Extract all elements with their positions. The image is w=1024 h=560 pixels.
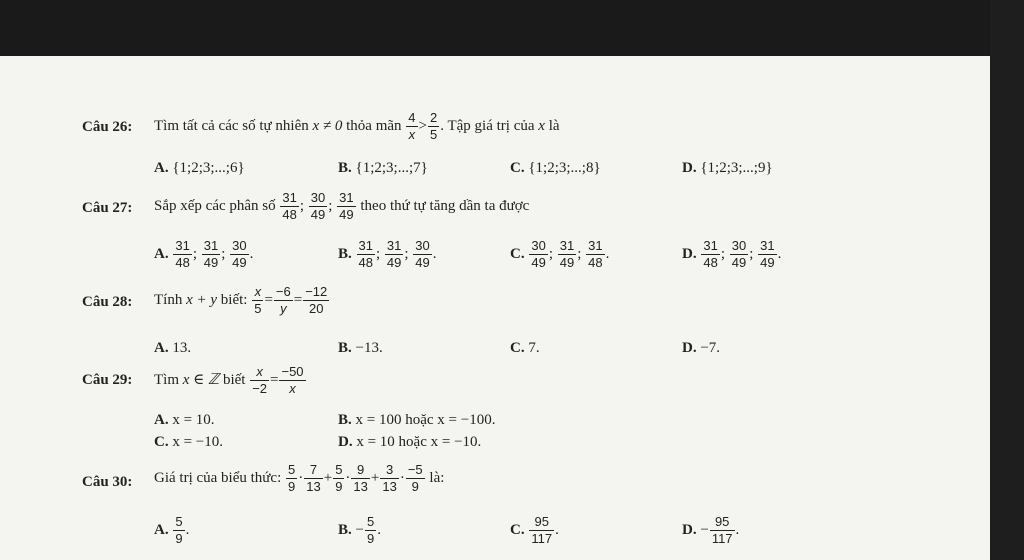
q27-option-b[interactable]: B. $\frac{31}{48}$ ; $\frac{31}{49}$ ; $\frac{30}{49}$ . — [338, 238, 437, 270]
right-dark-edge — [990, 0, 1024, 560]
q26-fraction-2: $\frac{2}{5}$ — [430, 110, 438, 142]
question-28-stem: Tính x + y biết: $\frac{x}{5}$ = $\frac{-6}{y}$ = $\frac{-12}{20}$ — [154, 284, 328, 316]
question-29-label: Câu 29: — [82, 372, 133, 388]
q29-option-d[interactable]: D. x = 10 hoặc x = −10. — [338, 434, 482, 450]
q30-option-c[interactable]: C. $\frac{95}{117}$ . — [510, 514, 559, 546]
question-26-stem — [154, 110, 560, 143]
q27-option-d[interactable]: D. $\frac{31}{48}$ ; $\frac{30}{49}$ ; $\frac{31}{49}$ . — [682, 238, 782, 270]
q28-option-a[interactable]: A. 13. — [154, 340, 192, 356]
q29-option-c[interactable]: C. x = −10. — [154, 434, 224, 450]
q28-option-b[interactable]: B. −13. — [338, 340, 383, 356]
q26-text-d: là — [548, 117, 560, 134]
q26-option-b[interactable]: B. {1;2;3;...;7} — [338, 160, 428, 176]
q28-option-d[interactable]: D. −7. — [682, 340, 721, 356]
q26-option-c[interactable]: C. {1;2;3;...;8} — [510, 160, 601, 176]
question-30-stem: Giá trị của biểu thức: $\frac{5}{9}$ · $\frac{7}{13}$ + $\frac{5}{9}$ · $\frac{9}{13}$ + $\frac{3}{13}$ · $\frac{-5}{9}$ là: — [154, 462, 445, 494]
q26-option-a[interactable]: A. {1;2;3;...;6} — [154, 160, 245, 176]
q29-option-b[interactable]: B. x = 100 hoặc x = −100. — [338, 412, 496, 428]
q26-option-d[interactable]: D. {1;2;3;...;9} — [682, 160, 773, 176]
question-28-label: Câu 28: — [82, 294, 133, 310]
question-26-label: Câu 26: — [82, 119, 133, 135]
q26-text-b: thỏa mãn — [346, 117, 402, 134]
q26-gt: > — [418, 117, 427, 134]
document-page — [0, 56, 990, 560]
question-27-label: Câu 27: — [82, 200, 133, 216]
q30-option-d[interactable]: D. − $\frac{95}{117}$ . — [682, 514, 740, 546]
q30-option-b[interactable]: B. − $\frac{5}{9}$ . — [338, 514, 381, 546]
question-29-stem: Tìm x ∈ ℤ biết $\frac{x}{-2}$ = $\frac{-50}{x}$ — [154, 364, 304, 396]
top-dark-bar — [0, 0, 1024, 56]
q26-var: x — [538, 117, 545, 134]
q26-text-a: Tìm tất cả các số tự nhiên — [154, 117, 309, 134]
q26-fraction-1: $\frac{4}{x}$ — [408, 110, 416, 142]
q29-option-a[interactable]: A. x = 10. — [154, 412, 215, 428]
question-30-label: Câu 30: — [82, 474, 133, 490]
q27-option-c[interactable]: C. $\frac{30}{49}$ ; $\frac{31}{49}$ ; $\frac{31}{48}$ . — [510, 238, 610, 270]
q28-option-c[interactable]: C. 7. — [510, 340, 540, 356]
q30-option-a[interactable]: A. $\frac{5}{9}$ . — [154, 514, 190, 546]
q26-text-c: . Tập giá trị của — [440, 117, 535, 134]
q26-condition: x ≠ 0 — [312, 117, 343, 134]
q27-option-a[interactable]: A. $\frac{31}{48}$ ; $\frac{31}{49}$ ; $\frac{30}{49}$ . — [154, 238, 254, 270]
question-27-stem: Sắp xếp các phân số $\frac{31}{48}$ ; $\frac{30}{49}$ ; $\frac{31}{49}$ theo thứ tự tăng dần ta được — [154, 190, 530, 222]
